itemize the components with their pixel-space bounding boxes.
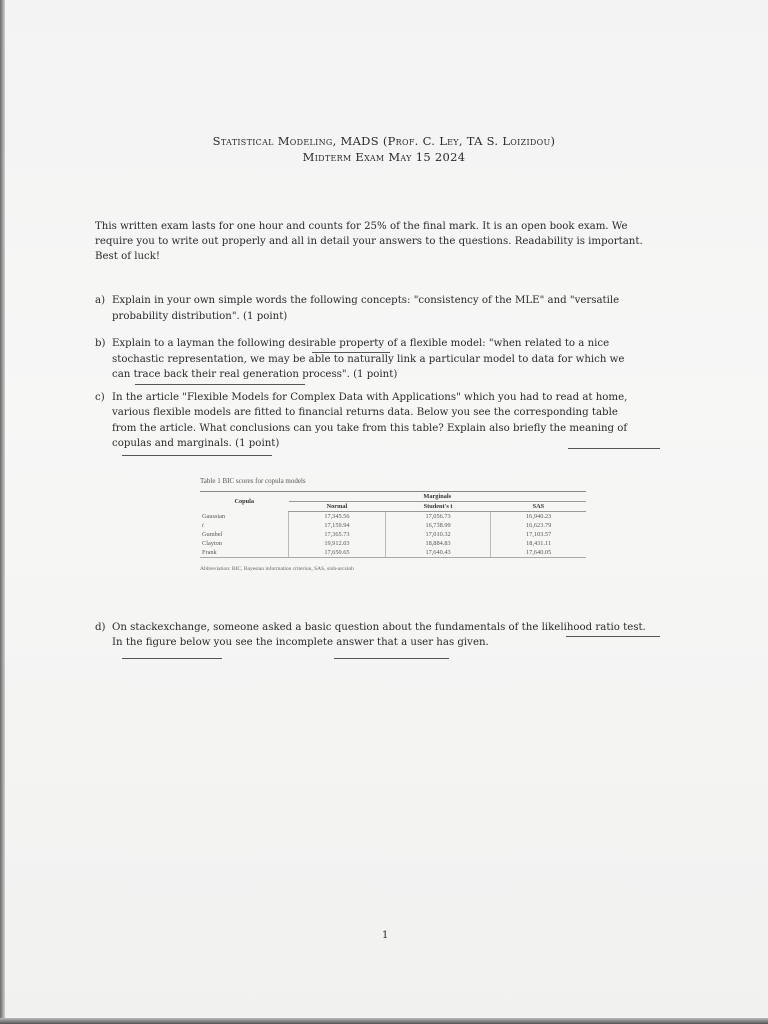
pen-underline xyxy=(122,658,222,659)
table-row xyxy=(200,512,586,522)
cell: 17,010.32 xyxy=(385,530,490,539)
bic-table xyxy=(200,477,586,572)
copula-header: Copula xyxy=(234,498,255,506)
copula-name: Frank xyxy=(200,548,289,558)
cell: 17,056.73 xyxy=(385,512,490,522)
table-row xyxy=(200,548,586,558)
copula-name: Clayton xyxy=(202,540,222,547)
copula-name: Gaussian xyxy=(202,512,226,520)
question-a-label: a) xyxy=(95,295,106,306)
cell: 18,431.11 xyxy=(491,539,586,548)
copula-name: Gumbel xyxy=(202,531,223,538)
cell: 17,103.57 xyxy=(491,530,586,539)
column-header: Student's t xyxy=(385,502,490,512)
question-d-line: In the figure below you see the incomplete answer that a user has given. xyxy=(112,637,489,648)
question-d-label: d) xyxy=(95,622,106,633)
cell: 17,650.65 xyxy=(289,548,386,558)
exam-title: Statistical Modeling, MADS (Prof. C. Ley, TA S. Loizidou) xyxy=(212,134,556,148)
marginals-header: Marginals xyxy=(289,492,587,502)
table-row xyxy=(200,530,586,539)
table-note: Abbreviation: BIC, Bayesian information criterion, SAS, sinh-arcsinh xyxy=(200,566,354,572)
question-b-line: can trace back their real generation process". (1 point) xyxy=(112,369,398,380)
exam-subtitle: Midterm Exam May 15 2024 xyxy=(302,150,466,164)
table-caption: Table 1 BIC scores for copula models xyxy=(200,477,306,485)
pen-underline xyxy=(334,658,449,659)
intro-line: This written exam lasts for one hour and counts for 25% of the final mark. It is an open book exam. We xyxy=(95,221,628,232)
page-number: 1 xyxy=(382,930,389,941)
question-d-line: On stackexchange, someone asked a basic question about the fundamentals of the likelihood ratio test. xyxy=(112,622,646,633)
question-c-line: copulas and marginals. (1 point) xyxy=(112,438,280,449)
pen-underline xyxy=(312,352,390,353)
cell: 19,912.03 xyxy=(289,539,386,548)
copula-name: t xyxy=(202,522,204,529)
intro-line: Best of luck! xyxy=(95,251,161,262)
question-b-line: stochastic representation, we may be able to naturally link a particular model to data for which we xyxy=(112,354,625,365)
table-row xyxy=(200,521,586,530)
cell: 17,640.43 xyxy=(385,548,490,558)
cell: 17,159.94 xyxy=(289,521,386,530)
cell: 16,623.79 xyxy=(491,521,586,530)
column-header: SAS xyxy=(491,502,586,512)
cell: 18,884.83 xyxy=(385,539,490,548)
pen-underline xyxy=(122,455,272,456)
table-row xyxy=(200,539,586,548)
question-b-label: b) xyxy=(95,338,106,349)
cell: 16,940.23 xyxy=(491,512,586,522)
photo-edge-bottom xyxy=(0,1018,768,1024)
intro-line: require you to write out properly and all in detail your answers to the questions. Readability is important. xyxy=(95,236,643,247)
cell: 16,738.99 xyxy=(385,521,490,530)
question-c-line: from the article. What conclusions can you take from this table? Explain also briefly the meaning of xyxy=(112,423,628,434)
cell: 17,365.73 xyxy=(289,530,386,539)
question-b-line: Explain to a layman the following desirable property of a flexible model: "when related to a nice xyxy=(112,338,610,349)
question-c-label: c) xyxy=(95,392,105,403)
pen-underline xyxy=(135,384,305,385)
cell: 17,345.56 xyxy=(289,512,386,522)
question-c-line: various flexible models are fitted to financial returns data. Below you see the corresponding table xyxy=(112,407,618,418)
pen-underline xyxy=(568,448,660,449)
pen-underline xyxy=(566,636,660,637)
question-a-line: Explain in your own simple words the following concepts: "consistency of the MLE" and "versatile xyxy=(112,295,620,306)
cell: 17,640.05 xyxy=(491,548,586,558)
question-a-line: probability distribution". (1 point) xyxy=(112,311,288,322)
question-c-line: In the article "Flexible Models for Complex Data with Applications" which you had to read at home, xyxy=(112,392,628,403)
column-header: Normal xyxy=(289,502,386,512)
